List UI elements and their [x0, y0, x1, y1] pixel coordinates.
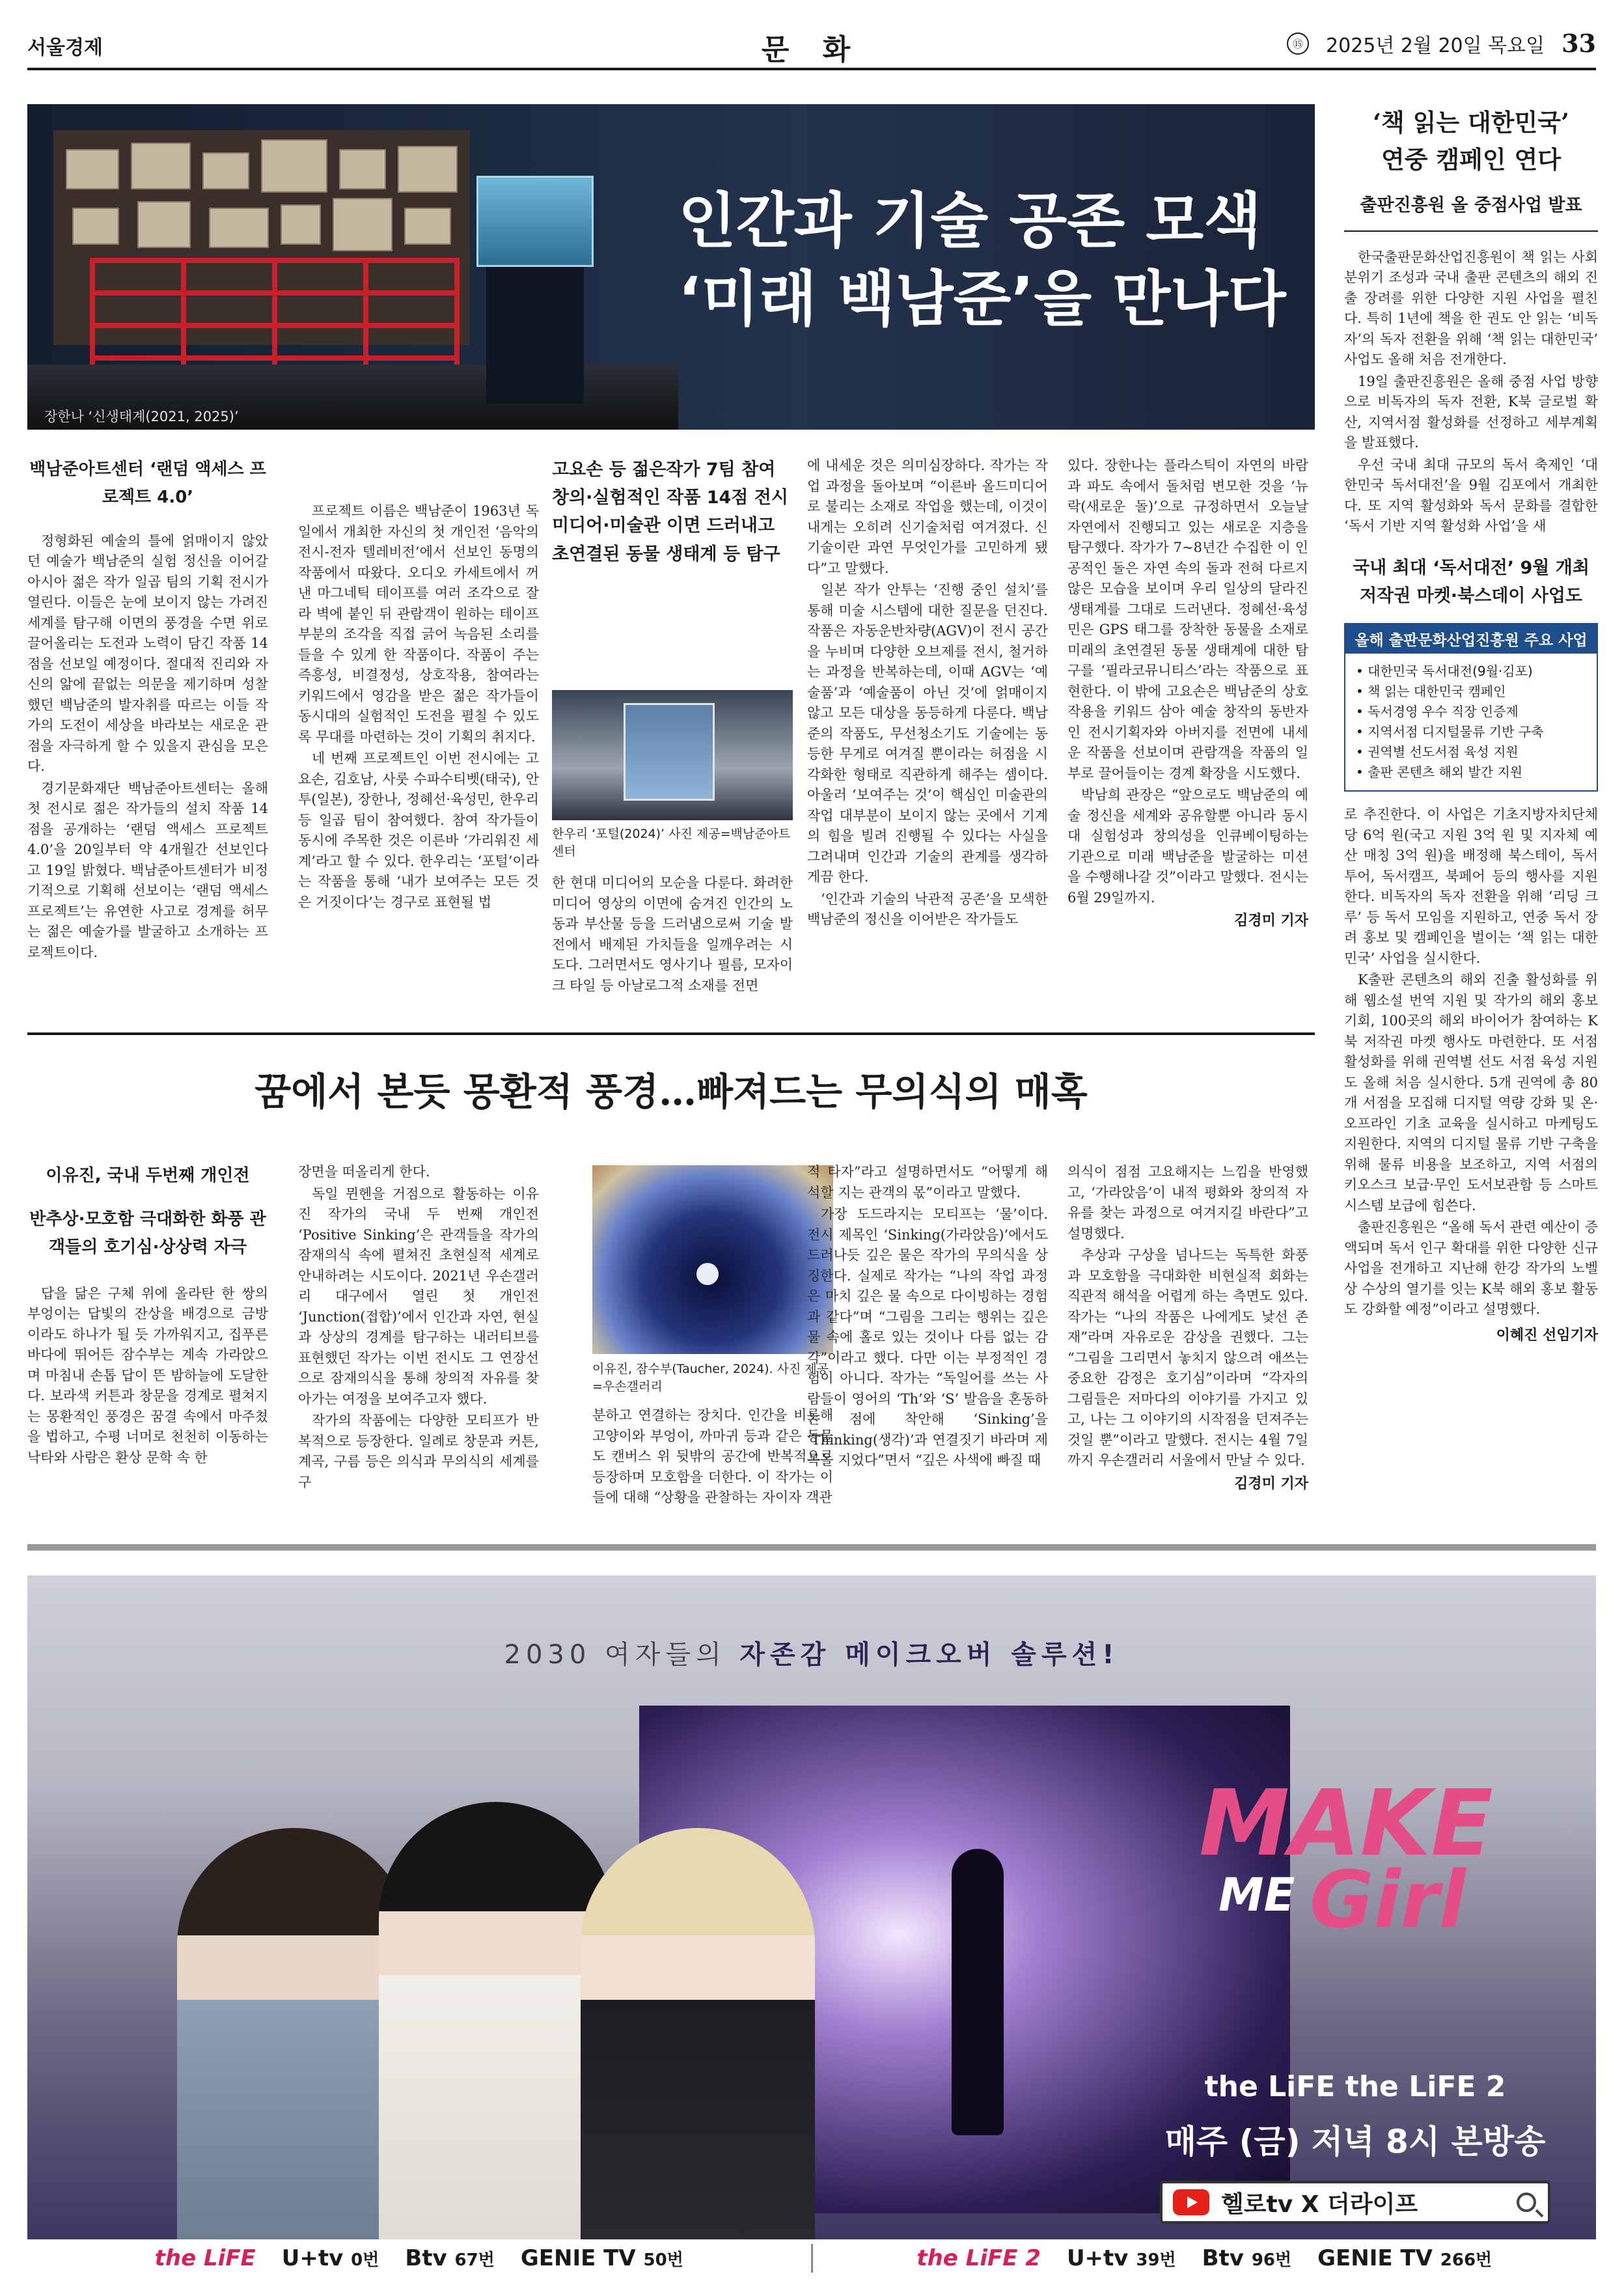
- paragraph: ‘인간과 기술의 낙관적 공존’을 모색한 백남준의 정신을 이어받은 작가들도: [807, 891, 1048, 927]
- article1-col3-text: [552, 873, 793, 996]
- hero-headline-line2: ‘미래 백남준’을 만나다: [678, 264, 1286, 334]
- paragraph: 작가의 작품에는 다양한 모티프가 반복적으로 등장한다. 일례로 창문과 커튼, 계곡, 구름 등은 의식과 무의식의 세계를 구: [298, 1413, 539, 1490]
- list-item: • 지역서점 디지털물류 기반 구축: [1356, 722, 1586, 742]
- logo-girl-text: Girl: [1310, 1855, 1466, 1946]
- logo-make-text: MAKE: [1199, 1771, 1493, 1877]
- host-person-3: [581, 1828, 815, 2258]
- issue-date: 2025년 2월 20일 목요일: [1326, 34, 1545, 57]
- article1-column-2: [298, 501, 539, 914]
- article2-col5-text: [1067, 1162, 1308, 1471]
- article2-column-2: [298, 1162, 539, 1494]
- paragraph: 가장 도드라지는 모티프는 ‘물’이다. 전시 제목인 ‘Sinking(가라앉음)’에서도 드러나듯 깊은 물은 작가의 무의식을 상징한다. 실제로 작가는 “나의 작업 과정은 마치 깊은 물 속으로 다이빙하는 경험과 같다”며 “그림을 그리는 행위는 깊은 물 속에 홀로 있는 것이나 다름 없는 감각”이라고 했다. 다만 이는 부정적인 경험이 아니다. 작가는 “독일어를 쓰는 사람들이 영어의 ‘Th’와 ‘S’ 발음을 혼동하는 점에 착안해 ‘Sinking’을 ‘Thinking(생각)’과 연결짓기 바라며 제목을 지었다”면서 “깊은 사색에 빠질 때: [807, 1206, 1048, 1468]
- hero-photo-credit: 장한나 ‘신생태계(2021, 2025)’: [44, 409, 239, 424]
- paragraph: 프로젝트 이름은 백남준이 1963년 독일에서 개최한 자신의 첫 개인전 ‘음악의 전시-전자 텔레비전’에서 선보인 동명의 작품에서 따왔다. 오디오 카세트에서 꺼낸 마그네틱 테이프를 여러 조각으로 잘라 벽에 붙인 뒤 관람객이 원하는 테이프 부분의 조각을 직접 긁어 녹음된 소리를 들을 수 있게 한 작품이다. 작품이 주는 즉흥성, 비결정성, 상호작용, 참여라는 키워드에서 영감을 받은 젊은 작가들이 동시대의 실험적인 도전을 펼칠 수 있도록 무대를 마련하는 것이 기획의 취지다.: [298, 503, 539, 745]
- article2-byline: 김경미 기자: [1234, 1474, 1308, 1492]
- portal-artwork-photo: [552, 690, 793, 820]
- broadcast-schedule: 매주 (금) 저녁 8시 본방송: [1164, 2123, 1546, 2161]
- channels-left: [27, 2245, 811, 2271]
- painting-moon: [696, 1263, 719, 1285]
- article1-column-3-lower: [552, 825, 793, 997]
- section-title: 문 화: [761, 33, 862, 66]
- list-item: • 출판 콘텐츠 해외 발간 지원: [1356, 762, 1586, 782]
- photo-caption: 한우리 ‘포털(2024)’ 사진 제공=백남준아트센터: [552, 827, 791, 859]
- article2-col2-text: [298, 1162, 539, 1493]
- diver-painting-photo: [592, 1165, 833, 1354]
- channel-number: 96번: [1251, 2250, 1292, 2270]
- channel-name: Btv 67번: [405, 2245, 495, 2271]
- masthead-right: [1287, 29, 1596, 58]
- article2-col1-text: [27, 1284, 268, 1469]
- channel-name: U+tv 39번: [1066, 2245, 1176, 2271]
- article1-column-4: [807, 456, 1048, 932]
- masthead: [27, 25, 1596, 70]
- channel-name: U+tv 0번: [281, 2245, 379, 2271]
- key-projects-list: [1345, 654, 1597, 790]
- channel-number: 0번: [351, 2250, 379, 2270]
- paragraph: 장면을 떠올리게 한다.: [298, 1164, 430, 1180]
- section-divider: [27, 1032, 1315, 1035]
- youtube-icon: [1173, 2189, 1209, 2215]
- sidebar-article: [1344, 104, 1598, 1344]
- paragraph: 로 추진한다. 이 사업은 기초지방자치단체당 6억 원(국고 지원 3억 원 및 지자체 예산 매칭 3억 원)을 배정해 북스테이, 독서투어, 독서캠프, 북페어 등의 행사를 지원한다. 비독자의 독자 전환을 위해 ‘리딩 크루’ 등 독서 모임을 지원하고, 연중 독서 장려 홍보 및 캠페인을 벌이는 ‘책 읽는 대한민국’ 사업을 실시한다.: [1344, 807, 1598, 966]
- article1-col1-text: [27, 531, 268, 963]
- channel-number: 266번: [1440, 2250, 1493, 2270]
- article2-deck: 반추상·모호함 극대화한 화풍 관객들의 호기심·상상력 자극: [29, 1209, 266, 1257]
- sidebar-subhead-2: [1344, 554, 1598, 610]
- sidebar-subhead: 출판진흥원 올 중점사업 발표: [1344, 191, 1598, 232]
- article2-col4-text: [807, 1162, 1048, 1471]
- article2-column-5: [1067, 1162, 1308, 1493]
- paragraph: 19일 출판진흥원은 올해 중점 사업 방향으로 비독자의 독자 전환, K북 글로벌 확산, 지역서점 활성화를 선정하고 세부계획을 발표했다.: [1344, 373, 1598, 451]
- sidebar-subhead-2-line1: 국내 최대 ‘독서대전’ 9월 개최: [1353, 557, 1590, 578]
- paragraph: 네 번째 프로젝트인 이번 전시에는 고요손, 김호남, 사룻 수파수티벳(태국), 안투(일본), 장한나, 정혜선·육성민, 한우리 등 일곱 팀이 참여했다. 참여 작가들이 동시에 주목한 것은 이른바 ‘가리워진 세계’라고 할 수 있다. 한우리는 ‘포털’이라는 작품을 통해 ‘내가 보여주는 모든 것은 거짓이다’는 경구로 표현될 법: [298, 751, 539, 910]
- sidebar-body-1: [1344, 247, 1598, 537]
- key-projects-title: 올해 출판문화산업진흥원 주요 사업: [1345, 624, 1597, 654]
- aquarium-stand: [486, 267, 584, 404]
- channel-brands: the LiFE the LiFE 2: [1204, 2070, 1506, 2103]
- aquarium-tank: [476, 176, 594, 267]
- list-item: • 책 읽는 대한민국 캠페인: [1356, 682, 1586, 702]
- paragraph: 한국출판문화산업진흥원이 책 읽는 사회 분위기 조성과 국내 출판 콘텐츠의 해외 진출 장려를 위한 다양한 지원 사업을 펼친다. 특히 1년에 책을 한 권도 안 읽는 ‘비독자’의 독자 전환을 위해 ‘책 읽는 대한민국’ 사업도 올해 처음 전개한다.: [1344, 249, 1598, 368]
- article1-subhead: 백남준아트센터 ‘랜덤 액세스 프로젝트 4.0’: [29, 460, 266, 507]
- paragraph: 우선 국내 최대 규모의 독서 축제인 ‘대한민국 독서대전’을 9월 김포에서 개최한다. 또 지역 활성화와 독서 문화를 결합한 ‘독서 기반 지역 활성화 사업’을 새: [1344, 456, 1598, 534]
- hero-banner: [27, 104, 1315, 430]
- paragraph: K출판 콘텐츠의 해외 진출 활성화를 위해 웹소설 번역 지원 및 작가의 해외 홍보 기회, 100곳의 해외 바이어가 참여하는 K북 저작권 마켓 행사도 마련한다. 또 서점 활성화를 위해 권역별 선도 서점 육성 지원도 올해 처음 실시한다. 5개 권역에 총 80개 서점을 모집해 디지털 역량 강화 및 온·오프라인 기초 교육을 실시하고 마케팅도 지원한다. 지역의 디지털 물류 기반 구축을 위해 물류 비용을 보조하고, 지역 서점의 키오스크 보급·무인 도서보관함 등 스마트 시스템 보급에 힘쓴다.: [1344, 972, 1598, 1213]
- paragraph: 의식이 점점 고요해지는 느낌을 반영했고, ‘가라앉음’이 내적 평화와 창의적 자유를 찾는 과정으로 여겨지길 바란다”고 설명했다.: [1067, 1164, 1308, 1241]
- logo-me-text: ME: [1218, 1868, 1295, 1922]
- channel-strip: [27, 2239, 1596, 2277]
- portal-screen: [624, 703, 715, 801]
- channel-number: 50번: [643, 2250, 683, 2270]
- article2-col3-text: [592, 1405, 833, 1508]
- search-box[interactable]: [1160, 2181, 1550, 2224]
- edition-badge: ⑮: [1287, 33, 1309, 55]
- article1-column-3: [552, 456, 793, 677]
- stage-silhouette: [952, 1849, 1004, 2135]
- channel-name: the LiFE 2: [916, 2245, 1041, 2271]
- sidebar-headline-line1: ‘책 읽는 대한민국’: [1373, 108, 1569, 137]
- paragraph: 박남희 관장은 “앞으로도 백남준의 예술 정신을 세계와 공유할뿐 아니라 동시대 실험성과 창의성을 인큐베이팅하는 기관으로 미래 백남준을 발굴하는 미션을 수행해나갈 것”이라고 말했다. 전시는 6월 29일까지.: [1067, 787, 1308, 906]
- article1-col2-text: [298, 501, 539, 913]
- channel-name: Btv 96번: [1202, 2245, 1292, 2271]
- list-item: • 권역별 선도서점 육성 지원: [1356, 742, 1586, 762]
- host-person-1: [177, 1828, 411, 2258]
- channel-number: 39번: [1136, 2250, 1176, 2270]
- sidebar-byline: 이혜진 선임기자: [1496, 1327, 1598, 1344]
- article2-column-3: [592, 1361, 833, 1510]
- article1-col4-text: [807, 456, 1048, 930]
- ad-tagline-bold: 자존감 메이크오버 솔루션!: [739, 1640, 1120, 1670]
- host-person-2: [379, 1802, 613, 2258]
- paragraph: 독일 뮌헨을 거점으로 활동하는 이유진 작가의 국내 두 번째 개인전 ‘Positive Sinking’은 관객들을 작가의 잠재의식 속에 펼쳐진 초현실적 세계로 안내하려는 시도이다. 2021년 우손갤러리 대구에서 열린 첫 개인전 ‘Junction(접합)’에서 인간과 자연, 현실과 상상의 경계를 탐구하는 내러티브를 표현했던 작가는 이번 전시도 그 연장선으로 잠재의식을 통해 창의적 자유를 찾아가는 여정을 보여주고자 했다.: [298, 1185, 539, 1407]
- article1-column-5: [1067, 456, 1308, 930]
- paragraph: 추상과 구상을 넘나드는 독특한 화풍과 모호함을 극대화한 비현실적 회화는 직관적 해석을 어렵게 하는 측면도 있다. 작가는 “나의 작품은 나에게도 낯선 존재”라며 자유로운 감상을 권했다. 그는 “그림을 그리면서 놓치지 않으려 애쓰는 중요한 감정은 호기심”이라며 “각자의 그림들은 저마다의 이야기를 가지고 있고, 나는 그 이야기의 시작점을 던져주는 것일 뿐”이라고 말했다. 전시는 4월 7일까지 우손갤러리 서울에서 만날 수 있다.: [1067, 1247, 1308, 1468]
- paragraph: 출판진흥원은 “올해 독서 관련 예산이 증액되며 독서 인구 확대를 위한 다양한 신규 사업을 전개하고 지난해 한강 작가의 노벨상 수상의 열기를 잇는 K북 해외 홍보 활동도 강화할 예정”이라고 설명했다.: [1344, 1219, 1598, 1318]
- article1-col5-text: [1067, 456, 1308, 908]
- list-item: • 대한민국 독서대전(9월·김포): [1356, 661, 1586, 682]
- channels-right: [813, 2245, 1597, 2271]
- article2-headline: 꿈에서 본듯 몽환적 풍경…빠져드는 무의식의 매혹: [255, 1070, 1088, 1114]
- ad-tagline: [27, 1634, 1596, 1671]
- search-icon[interactable]: [1517, 2193, 1536, 2212]
- channel-name: the LiFE: [154, 2245, 256, 2271]
- paragraph: 정형화된 예술의 틀에 얽매이지 않았던 예술가 백남준의 실험 정신을 이어갈 아시아 젊은 작가 일곱 팀의 기획 전시가 열린다. 이들은 눈에 보이지 않는 가려진 세계를 탐구해 이면의 풍경을 수면 위로 끌어올리는 도전과 노력이 담긴 작품 14점을 선보일 예정이다. 절대적 진리와 자신의 앎에 끝없는 의문을 제기하며 성찰했던 백남준의 발자취를 따르는 이들 작가의 도전이 세상을 바라보는 새로운 관점을 자극하게 할 수 있을지 관심을 모은다.: [27, 533, 268, 775]
- channel-number: 67번: [454, 2250, 495, 2270]
- paragraph: 분하고 연결하는 장치다. 인간을 비롯해 고양이와 부엉이, 까마귀 등과 같은 동물도 캔버스 위 뒷밖의 공간에 반복적으로 등장하며 모호함을 더한다. 이 작가는 이들에 대해 “상황을 관찰하는 자이자 객관: [592, 1407, 833, 1506]
- list-item: • 독서경영 우수 직장 인증제: [1356, 702, 1586, 722]
- search-text: 헬로tv X 더라이프: [1221, 2191, 1418, 2218]
- paragraph: 답을 닮은 구체 위에 올라탄 한 쌍의 부엉이는 답빛의 잔상을 배경으로 금방이라도 하나가 될 듯 가까워지고, 집푸른 바다에 뛰어든 잠수부는 계속 가라앉으며 마침내 손톱 답이 뜬 밤하늘에 도달한다. 보라색 커튼과 창문을 경계로 펼쳐지는 몽환적인 풍경은 꿈결 속에서 마주쳤을 법하고, 수평 너머로 천천히 이동하는 낙타와 사람은 환상 문학 속 한: [27, 1285, 268, 1465]
- article1-byline: 김경미 기자: [1234, 912, 1308, 929]
- channel-name: GENIE TV 266번: [1317, 2245, 1493, 2271]
- make-me-girl-logo: [1179, 1771, 1493, 2051]
- paragraph: 적 타자”라고 설명하면서도 “어떻게 해석할 지는 관객의 몫”이라고 말했다.: [807, 1164, 1048, 1200]
- paragraph: 있다. 장한나는 플라스틱이 자연의 바람과 파도 속에서 돌처럼 변모한 것을 ‘뉴락(새로운 돌)’으로 규정하면서 오늘날 자연에서 진행되고 있는 새로운 지층을 탐구했다. 작가가 7~8년간 수집한 이 인공적인 돌은 자연 속의 돌과 전혀 다르지 않은 모습을 보이며 우리 일상의 달라진 생태계를 그대로 드러낸다. 정혜선·육성민은 GPS 태그를 장착한 동물을 소재로 미래의 초연결된 동물 생태계에 대한 탐구를 ‘필라코뮤니티스’라는 작품으로 표현한다. 이 밖에 고요손은 백남준의 상호작용을 키워드 삼아 예술 창작의 동반자인 전시기획자와 아버지를 전면에 내세운 작품을 선보이며 관람객을 작품의 일부로 끌어들이는 경계 확장을 시도했다.: [1067, 458, 1308, 781]
- paragraph: 일본 작가 안투는 ‘진행 중인 설치’를 통해 미술 시스템에 대한 질문을 던진다. 작품은 자동운반차량(AGV)이 전시 공간을 누비며 다양한 오브제를 전시, 철거하는 과정을 반복하는데, 이때 AGV는 ‘예술품’과 ‘예술품이 아닌 것’에 얽매이지 않고 모든 대상을 동등하게 다룬다. 백남준의 작품도, 무선청소기도 기술에는 동등한 무게로 여겨질 뿐이라는 허점을 시각화한 형태로 직관하게 해주는 셈이다. 아울러 ‘보여주는 것’이 핵심인 미술관의 작업 대부분이 보이지 않는 곳에서 기계의 힘을 빌려 진행될 수 있다는 사실을 그려내며 인간과 기술의 관계를 생각하게끔 한다.: [807, 582, 1048, 885]
- photo-caption: 이유진, 잠수부(Taucher, 2024). 사진 제공=우손갤러리: [592, 1362, 829, 1394]
- key-projects-box: [1344, 623, 1598, 792]
- sidebar-body-2: [1344, 805, 1598, 1320]
- article1-column-1: [27, 456, 268, 964]
- sidebar-headline-line2: 연중 캠페인 연다: [1381, 145, 1561, 174]
- hero-headline: [678, 182, 1297, 338]
- page-number: 33: [1562, 29, 1596, 58]
- newspaper-name: 서울경제: [27, 36, 103, 59]
- article2-subhead: 이유진, 국내 두번째 개인전: [46, 1166, 250, 1185]
- hero-headline-line1: 인간과 기술 공존 모색: [678, 186, 1261, 256]
- article1-deck: 고요손 등 젊은작가 7팀 참여 창의·실험적인 작품 14점 전시 미디어·미술관 이면 드러내고 초연결된 동물 생태계 등 탐구: [552, 460, 788, 564]
- sidebar-subhead-2-line2: 저작권 마켓·북스데이 사업도: [1359, 585, 1583, 606]
- ad-tagline-pre: 2030 여자들의: [504, 1640, 726, 1670]
- paragraph: 한 현대 미디어의 모순을 다룬다. 화려한 미디어 영상의 이면에 숨겨진 인간의 노동과 부산물 등을 드러냄으로써 기술 발전에서 배제된 가치들을 일깨우려는 시도다. 그러면서도 영사기나 필름, 모자이크 타일 등 아날로그적 소재를 전면: [552, 875, 793, 993]
- article2-column-4: [807, 1162, 1048, 1473]
- paragraph: 에 내세운 것은 의미심장하다. 작가는 작업 과정을 돌아보며 “이른바 올드미디어로 불리는 소재로 작업을 했는데, 이것이 내게는 오히려 신기술처럼 여겨졌다. 신기술이란 과연 무엇인가를 고민하게 됐다”고 말했다.: [807, 458, 1048, 576]
- article2-column-1: [27, 1162, 268, 1469]
- sidebar-headline: [1344, 104, 1598, 179]
- tv-show-advertisement: [27, 1575, 1596, 2258]
- ad-separator-bar: [27, 1544, 1596, 1551]
- channel-name: GENIE TV 50번: [520, 2245, 683, 2271]
- paragraph: 경기문화재단 백남준아트센터는 올해 첫 전시로 젊은 작가들의 설치 작품 14점을 공개하는 ‘랜덤 액세스 프로젝트 4.0’을 20일부터 약 4개월간 선보인다고 19일 밝혔다. 백남준아트센터가 비정기적으로 기획해 선보이는 ‘랜덤 액세스 프로젝트’는 유연한 사고로 경계를 허무는 젊은 예술가를 발굴하고 소개하는 프로젝트이다.: [27, 780, 268, 960]
